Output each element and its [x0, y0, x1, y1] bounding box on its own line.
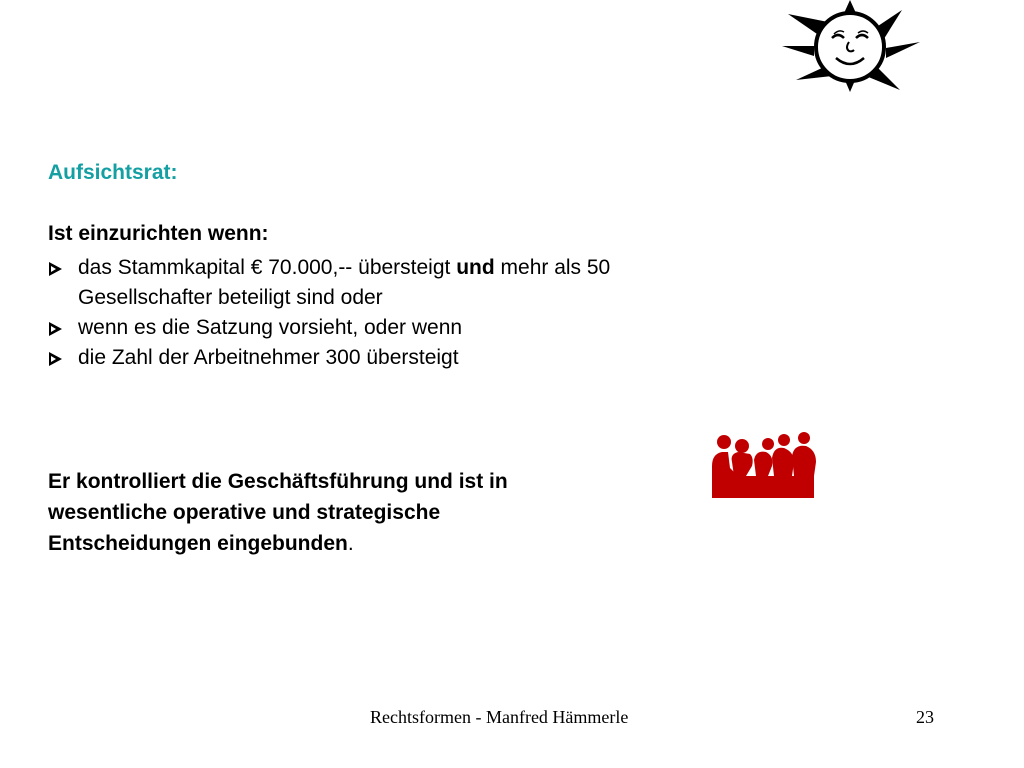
summary-line: wesentliche operative und strategische [48, 501, 441, 524]
summary-paragraph [48, 466, 648, 559]
arrow-bullet-icon [49, 262, 62, 276]
sun-face-icon [780, 0, 920, 92]
summary-period: . [347, 532, 354, 555]
bullet-text: das Stammkapital € 70.000,-- übersteigt [78, 256, 457, 279]
condition-title: Ist einzurichten wenn: [48, 222, 269, 245]
summary-line: Er kontrolliert die Geschäftsführung und ist in [48, 470, 508, 493]
bullet-emphasis: und [456, 256, 495, 279]
bullet-text-end: mehr als 50 [494, 256, 611, 279]
meeting-people-icon [708, 432, 818, 500]
arrow-bullet-icon [49, 352, 62, 366]
list-item [48, 343, 768, 373]
bullet-text: die Zahl der Arbeitnehmer 300 übersteigt [78, 346, 459, 369]
bullet-text: wenn es die Satzung vorsieht, oder wenn [78, 316, 463, 339]
bullet-continuation: Gesellschafter beteiligt sind oder [78, 286, 383, 309]
arrow-bullet-icon [49, 322, 62, 336]
list-item [48, 313, 768, 343]
list-item [48, 253, 768, 313]
condition-list [48, 253, 768, 373]
footer-text: Rechtsformen - Manfred Hämmerle [370, 707, 629, 727]
slide-heading: Aufsichtsrat: [48, 161, 178, 184]
summary-line: Entscheidungen eingebunden [48, 532, 348, 555]
page-number: 23 [916, 707, 934, 727]
